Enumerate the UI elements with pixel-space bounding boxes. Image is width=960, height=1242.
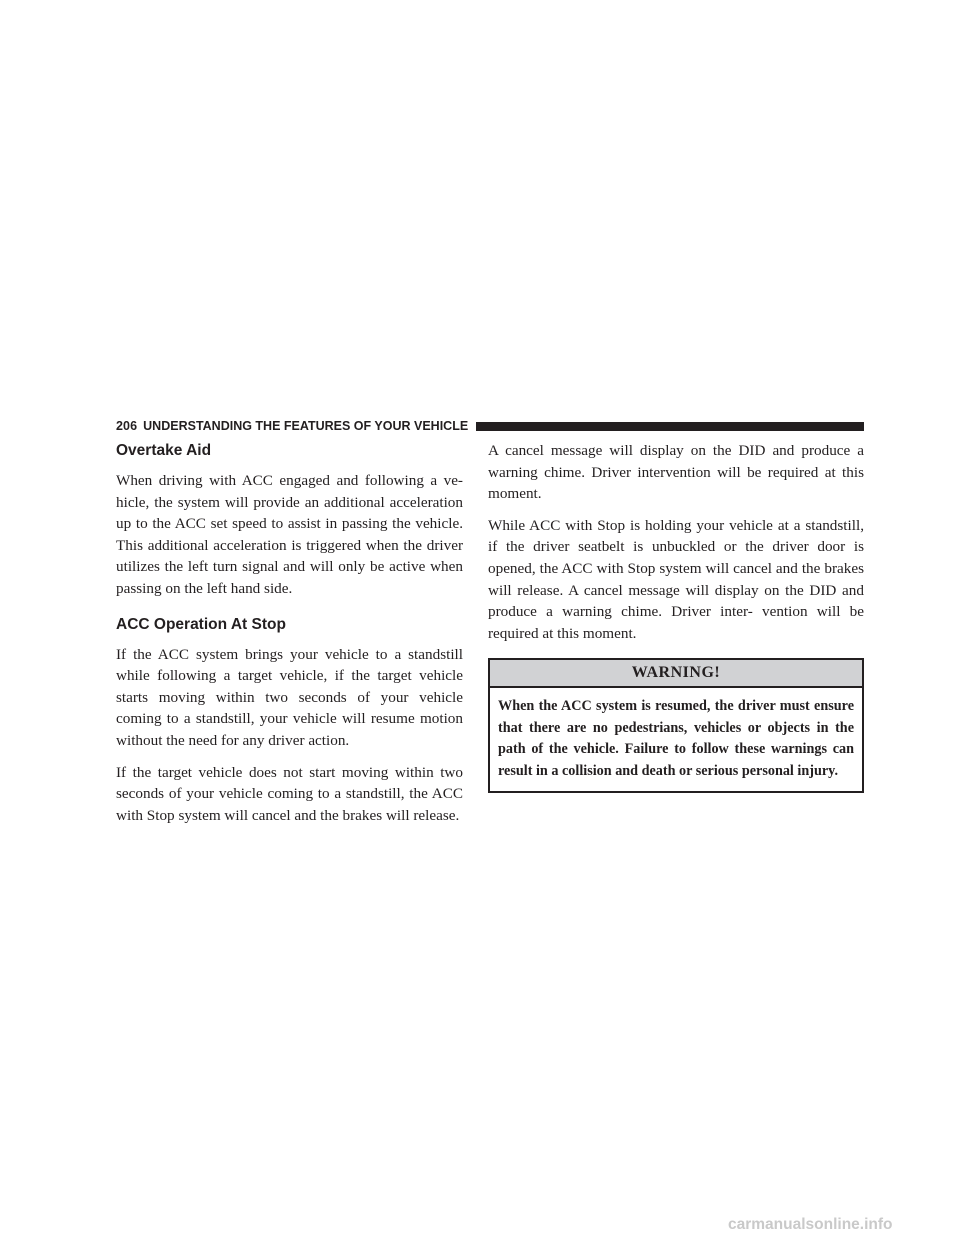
paragraph-standstill-resume: If the ACC system brings your vehicle to a standstill while following a target vehicle, if the target vehicle starts moving within two seconds of your vehicle coming to a standstill, your vehicle will resume motion without the need for any driver action. bbox=[116, 645, 463, 749]
warning-text: When the ACC system is resumed, the driver must ensure that there are no pedestrians, vehicles or objects in the path of the vehicle. Failure to follow these warnings can result in a collision and death or serious personal injury. bbox=[498, 698, 854, 779]
paragraph-cancel-message: A cancel message will display on the DID and produce a warning chime. Driver intervention will be required at this moment. bbox=[488, 442, 864, 503]
warning-title: WARNING! bbox=[490, 660, 862, 688]
paragraph-overtake-aid: When driving with ACC engaged and following a ve- hicle, the system will provide an additional acceleration up to the ACC set speed to assist in passing the vehicle. This additional acceleration is triggered when the driver utilizes the left turn signal and will only be active when passing on the left hand side. bbox=[116, 472, 463, 597]
paragraph-seatbelt-door: While ACC with Stop is holding your vehicle at a standstill, if the driver seatbelt is unbuckled or the driver door is opened, the ACC with Stop system will cancel and the brakes will release. A cancel message will display on the DID and produce a warning chime. Driver inter- vention will be required at this moment. bbox=[488, 516, 864, 642]
page-number: 206 bbox=[116, 419, 138, 433]
heading-acc-operation-at-stop: ACC Operation At Stop bbox=[116, 615, 286, 633]
header-rule bbox=[476, 422, 864, 431]
watermark: carmanualsonline.info bbox=[728, 1216, 893, 1233]
page-header bbox=[116, 418, 864, 434]
section-title: UNDERSTANDING THE FEATURES OF YOUR VEHICLE bbox=[143, 419, 469, 433]
paragraph-standstill-cancel: If the target vehicle does not start moving within two seconds of your vehicle coming to a standstill, the ACC with Stop system will cancel and the brakes will release. bbox=[116, 763, 463, 824]
heading-overtake-aid: Overtake Aid bbox=[116, 442, 212, 459]
right-column bbox=[488, 440, 864, 793]
warning-box bbox=[488, 658, 864, 793]
left-column bbox=[116, 440, 463, 836]
